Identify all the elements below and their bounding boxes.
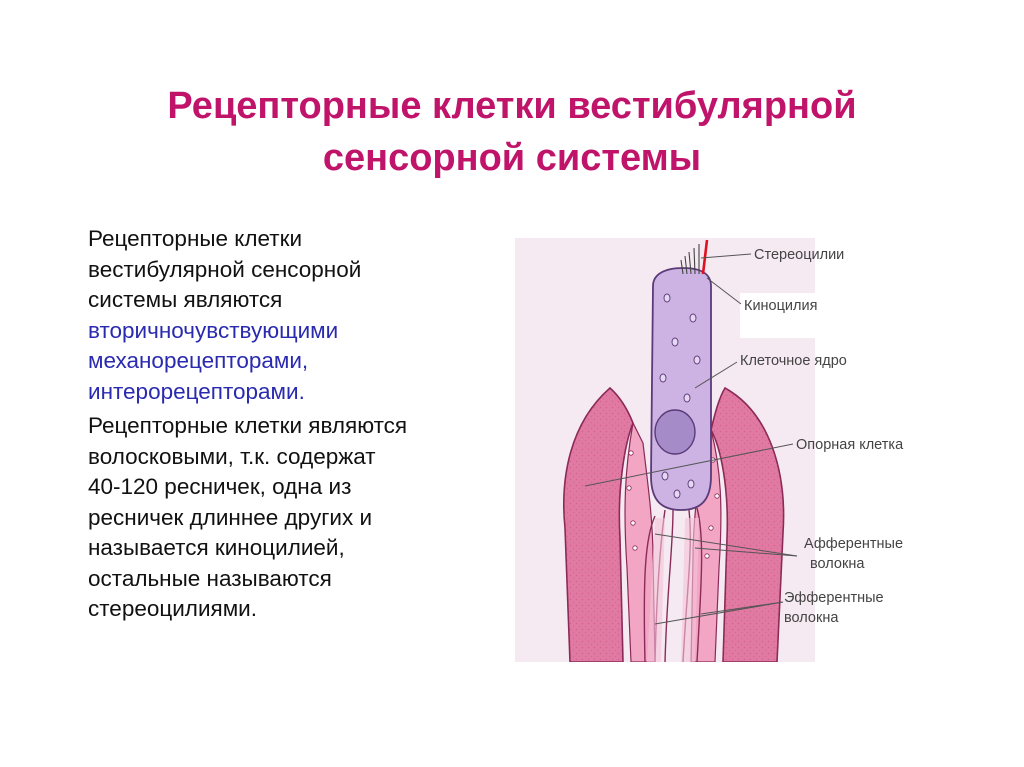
paragraph2-line-1: Рецепторные клетки являются <box>88 413 408 438</box>
slide-title-line-2: сенсорной системы <box>322 137 702 179</box>
paragraph2-line-4: ресничек длиннее других и <box>88 504 373 530</box>
paragraph2-line-6: остальные называются <box>88 565 332 591</box>
label-support-cell: Опорная клетка <box>796 437 904 453</box>
paragraph1-highlight-3: интерорецепторами. <box>88 378 305 404</box>
label-cell-nucleus: Клеточное ядро <box>740 353 847 369</box>
paragraph2-line-7: стереоцилиями. <box>88 596 257 621</box>
paragraph-hair-cells <box>88 411 508 625</box>
paragraph2-line-2: волосковыми, т.к. содержат <box>88 443 376 469</box>
paragraph1-highlight-1: вторичночувствующими <box>88 317 339 343</box>
hair-cell <box>651 268 711 510</box>
paragraph1-line-2: вестибулярной сенсорной <box>88 256 362 282</box>
paragraph2-line-5: называется киноцилией, <box>88 535 345 560</box>
slide-body <box>88 224 508 625</box>
paragraph-receptor-type <box>88 224 508 407</box>
label-efferent-line-2: волокна <box>784 610 839 626</box>
paragraph1-line-1: Рецепторные клетки <box>88 226 303 251</box>
hair-cell-diagram <box>515 238 955 662</box>
slide-title-line-1: Рецепторные клетки вестибулярной <box>167 85 857 127</box>
paragraph1-line-3: системы являются <box>88 287 283 312</box>
cell-nucleus <box>655 410 695 454</box>
label-afferent-line-2: волокна <box>810 556 865 572</box>
label-afferent-line-1: Афферентные <box>804 536 904 552</box>
paragraph2-line-3: 40-120 ресничек, одна из <box>88 474 352 499</box>
label-stereocilia: Стереоцилии <box>754 247 845 263</box>
label-kinocilium: Киноцилия <box>744 298 818 314</box>
slide-title <box>60 80 964 184</box>
label-efferent-line-1: Эфферентные <box>784 590 884 606</box>
paragraph1-highlight-2: механорецепторами, <box>88 348 309 373</box>
